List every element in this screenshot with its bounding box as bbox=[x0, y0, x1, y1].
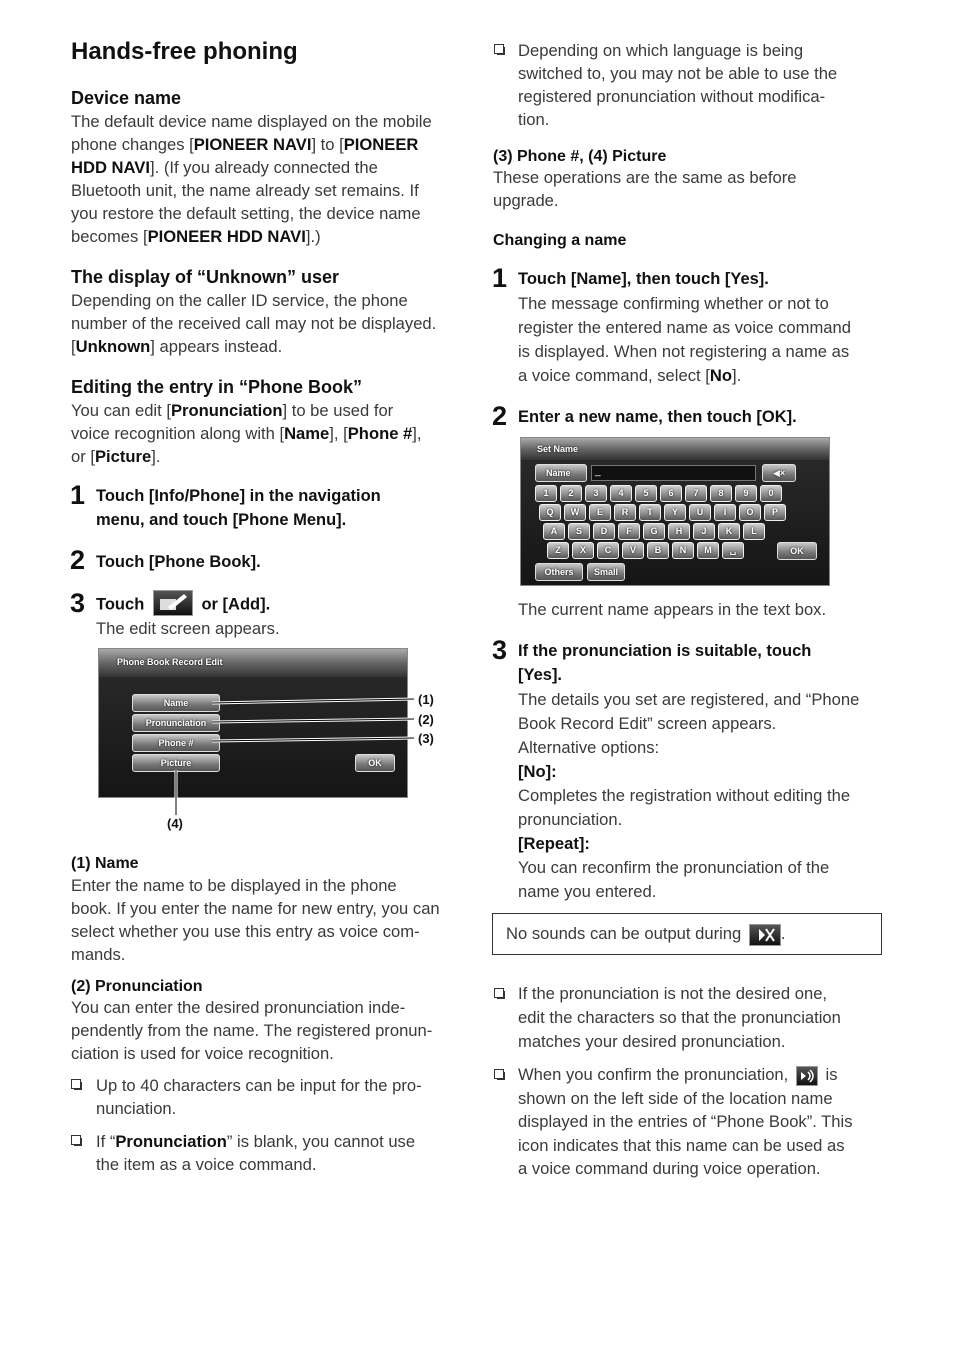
key-0[interactable]: 0 bbox=[760, 485, 782, 502]
bullet-left-2: If “Pronunciation” is blank, you cannot use the item as a voice command. bbox=[96, 1132, 416, 1174]
phone-number-button[interactable]: Phone # bbox=[132, 734, 220, 752]
key-i[interactable]: I bbox=[714, 504, 736, 521]
key-c[interactable]: C bbox=[597, 542, 619, 559]
item1-heading: (1) Name bbox=[71, 855, 139, 872]
right-step-3-number: 3 bbox=[492, 635, 508, 665]
item1-body: Enter the name to be displayed in the phone book. If you enter the name for new entry, you can select whether you use this entry as voice com- mands. bbox=[71, 876, 440, 964]
pronunciation-button[interactable]: Pronunciation bbox=[132, 714, 220, 732]
step-3-text: Touch or [Add]. bbox=[96, 592, 270, 618]
key-h[interactable]: H bbox=[668, 523, 690, 540]
key-z[interactable]: Z bbox=[547, 542, 569, 559]
item2-body: You can enter the desired pronunciation inde- pendently from the name. The registered pronun- ciation is used for voice recognition. bbox=[71, 998, 433, 1063]
changing-heading: Changing a name bbox=[493, 232, 627, 249]
key-6[interactable]: 6 bbox=[660, 485, 682, 502]
key-s[interactable]: S bbox=[568, 523, 590, 540]
key-4[interactable]: 4 bbox=[610, 485, 632, 502]
bullet-marker bbox=[494, 44, 504, 54]
key-u[interactable]: U bbox=[689, 504, 711, 521]
voice-mute-icon bbox=[749, 924, 781, 946]
picture-button[interactable]: Picture bbox=[132, 754, 220, 772]
key-k[interactable]: K bbox=[718, 523, 740, 540]
voice-command-icon bbox=[796, 1066, 818, 1086]
right-step-2-sub: The current name appears in the text box. bbox=[518, 600, 827, 619]
item2-heading: (2) Pronunciation bbox=[71, 978, 203, 995]
key-x[interactable]: X bbox=[572, 542, 594, 559]
set-name-title: Set Name bbox=[537, 444, 579, 454]
device-name-heading: Device name bbox=[71, 88, 182, 108]
callout-2: (2) bbox=[418, 712, 434, 727]
key-v[interactable]: V bbox=[622, 542, 644, 559]
right-step-1-number: 1 bbox=[492, 263, 508, 293]
step-2-text: Touch [Phone Book]. bbox=[96, 553, 261, 571]
key-3[interactable]: 3 bbox=[585, 485, 607, 502]
screen-title: Phone Book Record Edit bbox=[117, 657, 223, 667]
keyboard-ok-button[interactable]: OK bbox=[777, 542, 817, 560]
bullet-right-1: If the pronunciation is not the desired one, edit the characters so that the pronunciation matches your desired pronunciation. bbox=[518, 984, 841, 1051]
page-title: Hands-free phoning bbox=[71, 38, 298, 65]
right-step-1-text: Touch [Name], then touch [Yes]. bbox=[518, 270, 769, 288]
callout-3: (3) bbox=[418, 731, 434, 746]
key-r[interactable]: R bbox=[614, 504, 636, 521]
bullet-marker bbox=[494, 1069, 504, 1079]
key-9[interactable]: 9 bbox=[735, 485, 757, 502]
item34-body: These operations are the same as before upgrade. bbox=[493, 168, 797, 210]
key-m[interactable]: M bbox=[697, 542, 719, 559]
step-3-number: 3 bbox=[70, 588, 86, 618]
editing-body: You can edit [Pronunciation] to be used for voice recognition along with [Name], [Phone #], or [Picture]. bbox=[71, 401, 422, 466]
name-label: Name bbox=[535, 464, 587, 482]
small-button[interactable]: Small bbox=[587, 563, 625, 581]
bullet-marker bbox=[494, 988, 504, 998]
step-1-number: 1 bbox=[70, 480, 86, 510]
right-step-3-body: The details you set are registered, and “Phone Book Record Edit” screen appears. Alternative options: [No]: Completes the registration without editing the pronunciation. [Repeat]: You can reconfirm the pronunciation of the name you entered. bbox=[518, 690, 860, 901]
right-top-bullet: Depending on which language is being switched to, you may not be able to use the registered pronunciation without modifica- tion. bbox=[518, 41, 838, 129]
key-f[interactable]: F bbox=[618, 523, 640, 540]
step-2-number: 2 bbox=[70, 545, 86, 575]
key-p[interactable]: P bbox=[764, 504, 786, 521]
key-o[interactable]: O bbox=[739, 504, 761, 521]
editing-heading: Editing the entry in “Phone Book” bbox=[71, 377, 363, 397]
others-button[interactable]: Others bbox=[535, 563, 583, 581]
key-n[interactable]: N bbox=[672, 542, 694, 559]
key-l[interactable]: L bbox=[743, 523, 765, 540]
space-key[interactable]: ␣ bbox=[722, 542, 744, 559]
note-text: No sounds can be output during . bbox=[506, 922, 786, 946]
step-3-sub: The edit screen appears. bbox=[96, 619, 280, 638]
step-1-text: Touch [Info/Phone] in the navigation menu, and touch [Phone Menu]. bbox=[96, 487, 381, 529]
device-name-body: The default device name displayed on the mobile phone changes [PIONEER NAVI] to [PIONEER HDD NAVI]. (If you already connected the Bluetooth unit, the name already set remains. If you restore the default setting, the device name becomes [PIONEER HDD NAVI].) bbox=[71, 112, 432, 246]
backspace-button[interactable]: ◀× bbox=[762, 464, 796, 482]
bullet-right-2: When you confirm the pronunciation, is shown on the left side of the location name displayed in the entries of “Phone Book”. This icon indicates that this name can be used as a voice command during voice operation. bbox=[518, 1065, 853, 1178]
right-step-2-text: Enter a new name, then touch [OK]. bbox=[518, 408, 797, 426]
bullet-marker bbox=[71, 1079, 81, 1089]
right-step-3-text: If the pronunciation is suitable, touch [Yes]. bbox=[518, 642, 812, 684]
key-q[interactable]: Q bbox=[539, 504, 561, 521]
name-text-box[interactable]: _ bbox=[591, 465, 756, 481]
right-step-2-number: 2 bbox=[492, 401, 508, 431]
key-g[interactable]: G bbox=[643, 523, 665, 540]
key-e[interactable]: E bbox=[589, 504, 611, 521]
phone-book-record-edit-screen bbox=[98, 648, 408, 798]
bullet-left-1: Up to 40 characters can be input for the pro- nunciation. bbox=[96, 1076, 422, 1118]
ok-button[interactable]: OK bbox=[355, 754, 395, 772]
key-5[interactable]: 5 bbox=[635, 485, 657, 502]
key-y[interactable]: Y bbox=[664, 504, 686, 521]
key-j[interactable]: J bbox=[693, 523, 715, 540]
callout-4: (4) bbox=[167, 816, 183, 831]
right-step-1-body: The message confirming whether or not to register the entered name as voice command is displayed. When not registering a name as a voice command, select [No]. bbox=[518, 294, 851, 385]
key-a[interactable]: A bbox=[543, 523, 565, 540]
callout-1: (1) bbox=[418, 692, 434, 707]
key-7[interactable]: 7 bbox=[685, 485, 707, 502]
name-button[interactable]: Name bbox=[132, 694, 220, 712]
key-b[interactable]: B bbox=[647, 542, 669, 559]
key-2[interactable]: 2 bbox=[560, 485, 582, 502]
key-w[interactable]: W bbox=[564, 504, 586, 521]
edit-icon bbox=[153, 590, 193, 616]
item34-heading: (3) Phone #, (4) Picture bbox=[493, 148, 667, 165]
bullet-marker bbox=[71, 1135, 81, 1145]
key-d[interactable]: D bbox=[593, 523, 615, 540]
unknown-user-body: Depending on the caller ID service, the phone number of the received call may not be displayed. [Unknown] appears instead. bbox=[71, 291, 437, 356]
key-1[interactable]: 1 bbox=[535, 485, 557, 502]
set-name-screen bbox=[520, 437, 830, 586]
key-t[interactable]: T bbox=[639, 504, 661, 521]
unknown-user-heading: The display of “Unknown” user bbox=[71, 267, 340, 287]
key-8[interactable]: 8 bbox=[710, 485, 732, 502]
